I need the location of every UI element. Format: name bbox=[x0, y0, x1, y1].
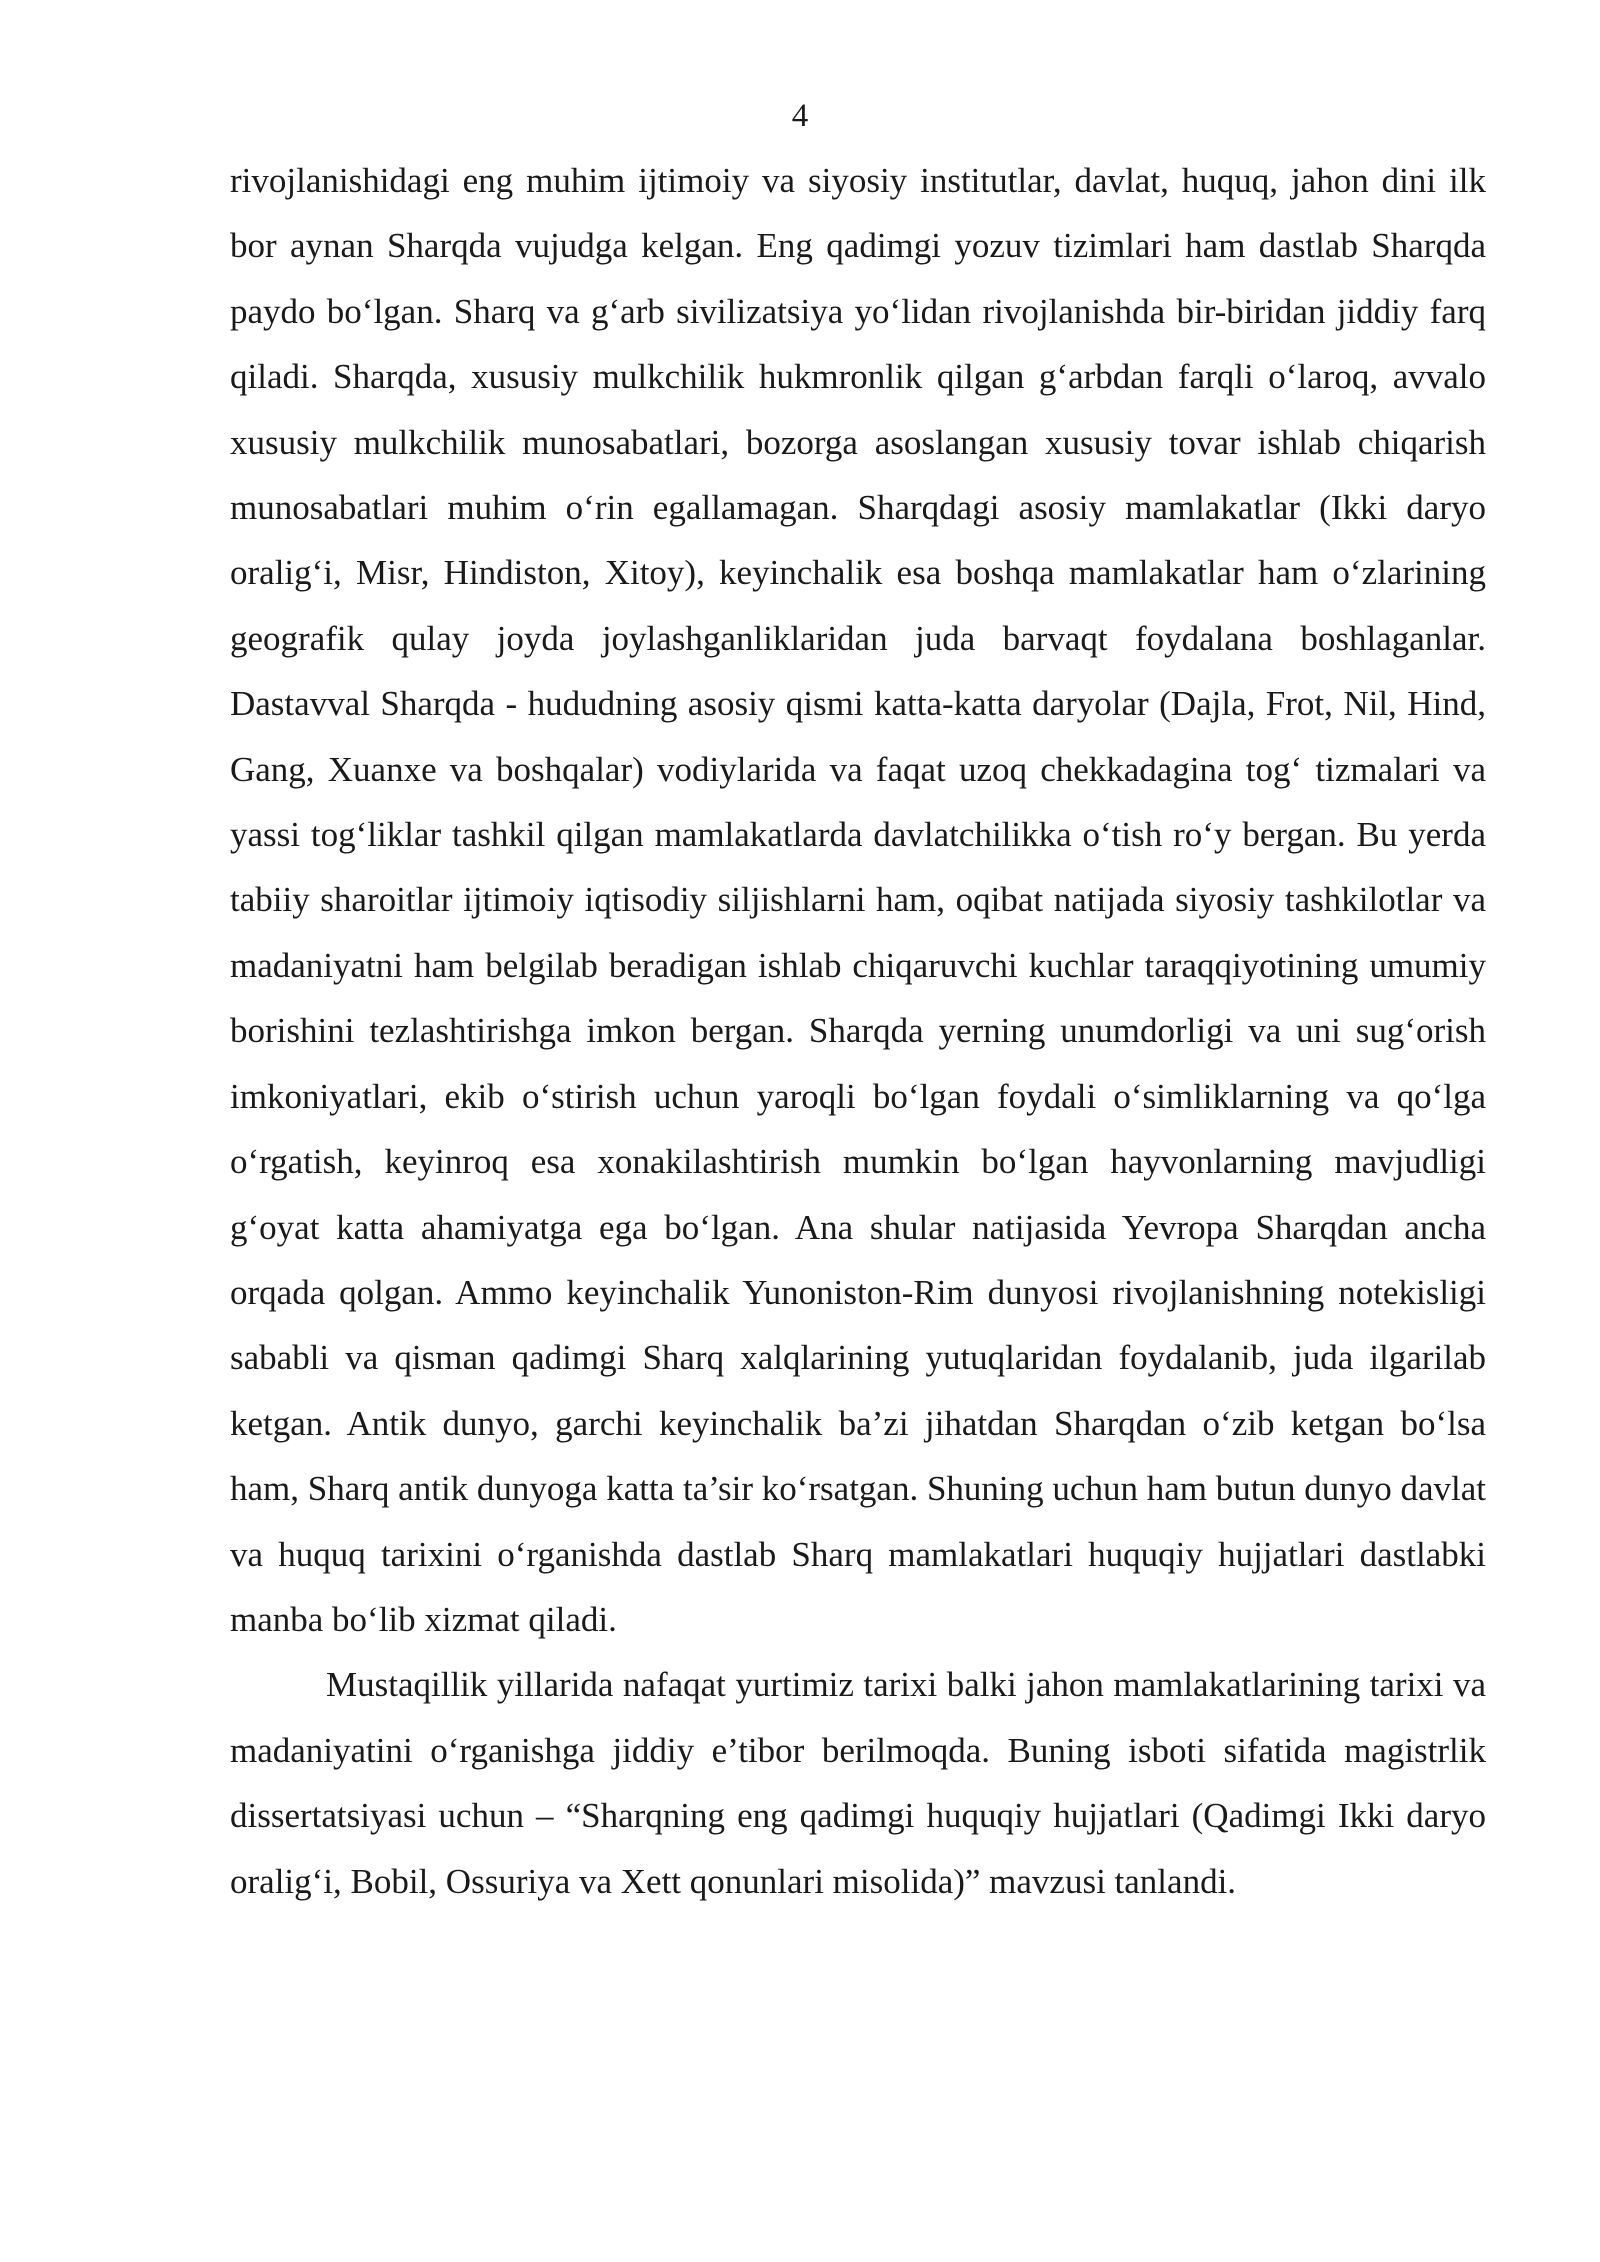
paragraph-continued: rivojlanishidagi eng muhim ijtimoiy va siyosiy institutlar, davlat, huquq, jahon dini ilk bor aynan Sharqda vujudga kelgan. Eng qadimgi yozuv tizimlari ham dastlab Sharqda paydo bo‘lgan. Sharq va g‘arb sivilizatsiya yo‘lidan rivojlanishda bir-biridan jiddiy farq qiladi. Sharqda, xususiy mulkchilik hukmronlik qilgan g‘arbdan farqli o‘laroq, avvalo xususiy mulkchilik munosabatlari, bozorga asoslangan xususiy tovar ishlab chiqarish munosabatlari muhim o‘rin egallamagan. Sharqdagi asosiy mamlakatlar (Ikki daryo oralig‘i, Misr, Hindiston, Xitoy), keyinchalik esa boshqa mamlakatlar ham o‘zlarining geografik qulay joyda joylashganliklaridan juda barvaqt foydalana boshlaganlar. Dastavval Sharqda - hududning asosiy qismi katta-katta daryolar (Dajla, Frot, Nil, Hind, Gang, Xuanxe va boshqalar) vodiylarida va faqat uzoq chekkadagina tog‘ tizmalari va yassi tog‘liklar tashkil qilgan mamlakatlarda davlatchilikka o‘tish ro‘y bergan. Bu yerda tabiiy sharoitlar ijtimoiy iqtisodiy siljishlarni ham, oqibat natijada siyosiy tashkilotlar va madaniyatni ham belgilab beradigan ishlab chiqaruvchi kuchlar taraqqiyotining umumiy borishini tezlashtirishga imkon bergan. Sharqda yerning unumdorligi va uni sug‘orish imkoniyatlari, ekib o‘stirish uchun yaroqli bo‘lgan foydali o‘simliklarning va qo‘lga o‘rgatish, keyinroq esa xonakilashtirish mumkin bo‘lgan hayvonlarning mavjudligi g‘oyat katta ahamiyatga ega bo‘lgan. Ana shular natijasida Yevropa Sharqdan ancha orqada qolgan. Ammo keyinchalik Yunoniston-Rim dunyosi rivojlanishning notekisligi sababli va qisman qadimgi Sharq xalqlarining yutuqlaridan foydalanib, juda ilgarilab ketgan. Antik dunyo, garchi keyinchalik ba’zi jihatdan Sharqdan o‘zib ketgan bo‘lsa ham, Sharq antik dunyoga katta ta’sir ko‘rsatgan. Shuning uchun ham butun dunyo davlat va huquq tarixini o‘rganishda dastlab Sharq mamlakatlari huquqiy hujjatlari dastlabki manba bo‘lib xizmat qiladi. bbox=[230, 161, 1486, 1639]
body-text bbox=[230, 148, 1486, 1914]
paragraph-topic-selection: Mustaqillik yillarida nafaqat yurtimiz tarixi balki jahon mamlakatlarining tarixi va madaniyatini o‘rganishga jiddiy e’tibor berilmoqda. Buning isboti sifatida magistrlik dissertatsiyasi uchun – “Sharqning eng qadimgi huquqiy hujjatlari (Qadimgi Ikki daryo oralig‘i, Bobil, Ossuriya va Xett qonunlari misolida)” mavzusi tanlandi. bbox=[230, 1665, 1486, 1901]
page-number: 4 bbox=[791, 98, 809, 134]
